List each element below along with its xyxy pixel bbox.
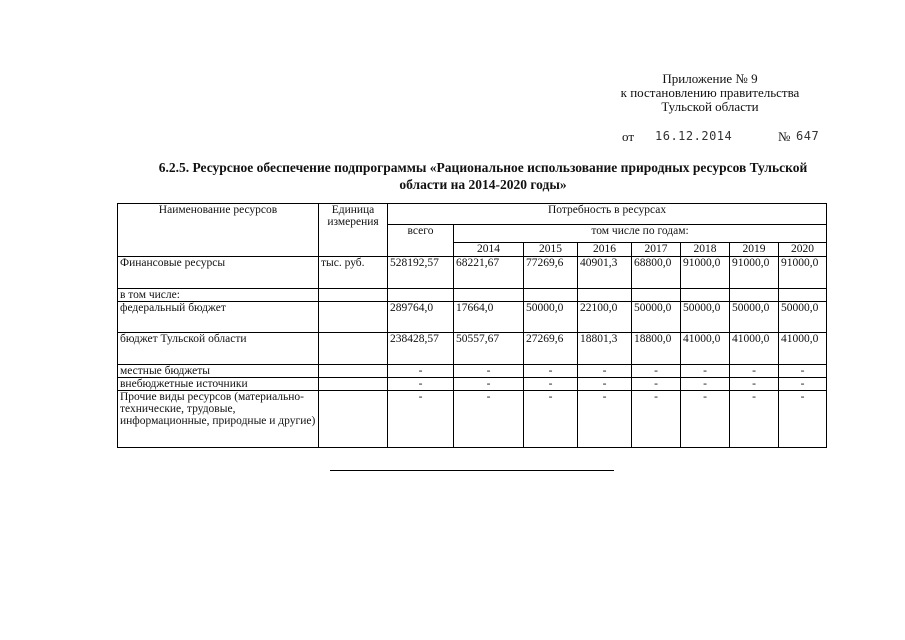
header-unit: Единица измерения (319, 204, 388, 257)
header-need: Потребность в ресурсах (388, 204, 827, 225)
row-name: внебюджетные источники (118, 378, 319, 391)
table-row (118, 257, 827, 289)
row-total: 528192,57 (388, 257, 454, 289)
row-value: 41000,0 (681, 333, 730, 365)
appendix-number: Приложение № 9 (662, 71, 758, 86)
row-value: 50557,67 (454, 333, 524, 365)
row-unit (319, 333, 388, 365)
table-row (118, 378, 827, 391)
row-value: - (454, 365, 524, 378)
row-value: 50000,0 (524, 302, 578, 333)
row-value: - (681, 365, 730, 378)
row-name: Финансовые ресурсы (118, 257, 319, 289)
year-header: 2020 (779, 243, 827, 257)
row-value: 68800,0 (632, 257, 681, 289)
row-value: 50000,0 (779, 302, 827, 333)
year-header: 2018 (681, 243, 730, 257)
row-value: - (454, 391, 524, 448)
row-value (578, 289, 632, 302)
row-value: - (632, 391, 681, 448)
row-value: - (578, 365, 632, 378)
row-value (454, 289, 524, 302)
row-total: - (388, 378, 454, 391)
row-value: - (779, 391, 827, 448)
row-value (524, 289, 578, 302)
row-value: 18800,0 (632, 333, 681, 365)
year-header: 2017 (632, 243, 681, 257)
header-name: Наименование ресурсов (118, 204, 319, 257)
row-name: в том числе: (118, 289, 319, 302)
row-value: 17664,0 (454, 302, 524, 333)
row-value: - (730, 391, 779, 448)
row-total: - (388, 365, 454, 378)
row-value: - (632, 378, 681, 391)
row-name: бюджет Тульской области (118, 333, 319, 365)
row-total: 238428,57 (388, 333, 454, 365)
row-value: 27269,6 (524, 333, 578, 365)
row-value: 41000,0 (730, 333, 779, 365)
row-unit: тыс. руб. (319, 257, 388, 289)
row-value: 91000,0 (779, 257, 827, 289)
title-line-2: области на 2014-2020 годы» (399, 177, 567, 192)
appendix-line-3: Тульской области (661, 99, 759, 114)
decree-number: 647 (796, 129, 820, 143)
row-value: - (578, 378, 632, 391)
table-row (118, 289, 827, 302)
table-row (118, 302, 827, 333)
row-value: 50000,0 (632, 302, 681, 333)
row-unit (319, 378, 388, 391)
table-row (118, 391, 827, 448)
row-value: - (524, 365, 578, 378)
table-row (118, 333, 827, 365)
decree-date: 16.12.2014 (655, 129, 733, 143)
row-value: - (524, 391, 578, 448)
number-label: № (778, 129, 791, 144)
document-title (118, 159, 848, 193)
closing-rule (330, 470, 614, 471)
row-total (388, 289, 454, 302)
row-value: 68221,67 (454, 257, 524, 289)
row-unit (319, 391, 388, 448)
year-header: 2014 (454, 243, 524, 257)
row-value: - (681, 391, 730, 448)
row-value: 91000,0 (681, 257, 730, 289)
row-value: - (681, 378, 730, 391)
row-value (681, 289, 730, 302)
row-value: 40901,3 (578, 257, 632, 289)
row-value (779, 289, 827, 302)
appendix-header (560, 72, 860, 114)
row-unit (319, 302, 388, 333)
row-total: 289764,0 (388, 302, 454, 333)
row-name: местные бюджеты (118, 365, 319, 378)
row-value: 50000,0 (730, 302, 779, 333)
year-header: 2019 (730, 243, 779, 257)
header-total: всего (388, 225, 454, 257)
row-value: - (578, 391, 632, 448)
row-unit (319, 365, 388, 378)
row-value: - (730, 378, 779, 391)
row-name: федеральный бюджет (118, 302, 319, 333)
row-name: Прочие виды ресурсов (материально-технические, трудовые, информационные, природные и другие) (118, 391, 319, 448)
from-label: от (622, 129, 635, 144)
row-unit (319, 289, 388, 302)
year-header: 2015 (524, 243, 578, 257)
row-value: - (524, 378, 578, 391)
row-value: 22100,0 (578, 302, 632, 333)
row-value: - (779, 378, 827, 391)
year-header: 2016 (578, 243, 632, 257)
title-line-1: 6.2.5. Ресурсное обеспечение подпрограммы «Рациональное использование природных ресурсов Тульской (158, 160, 808, 175)
row-value (632, 289, 681, 302)
row-value: 18801,3 (578, 333, 632, 365)
row-value: - (779, 365, 827, 378)
row-value: - (730, 365, 779, 378)
row-value: 77269,6 (524, 257, 578, 289)
table-row (118, 365, 827, 378)
appendix-line-2: к постановлению правительства (620, 85, 800, 100)
row-value: - (632, 365, 681, 378)
row-value: 50000,0 (681, 302, 730, 333)
row-value (730, 289, 779, 302)
row-value: 91000,0 (730, 257, 779, 289)
resources-table (117, 203, 827, 448)
row-value: - (454, 378, 524, 391)
row-value: 41000,0 (779, 333, 827, 365)
row-total: - (388, 391, 454, 448)
header-by-years: том числе по годам: (454, 225, 827, 243)
